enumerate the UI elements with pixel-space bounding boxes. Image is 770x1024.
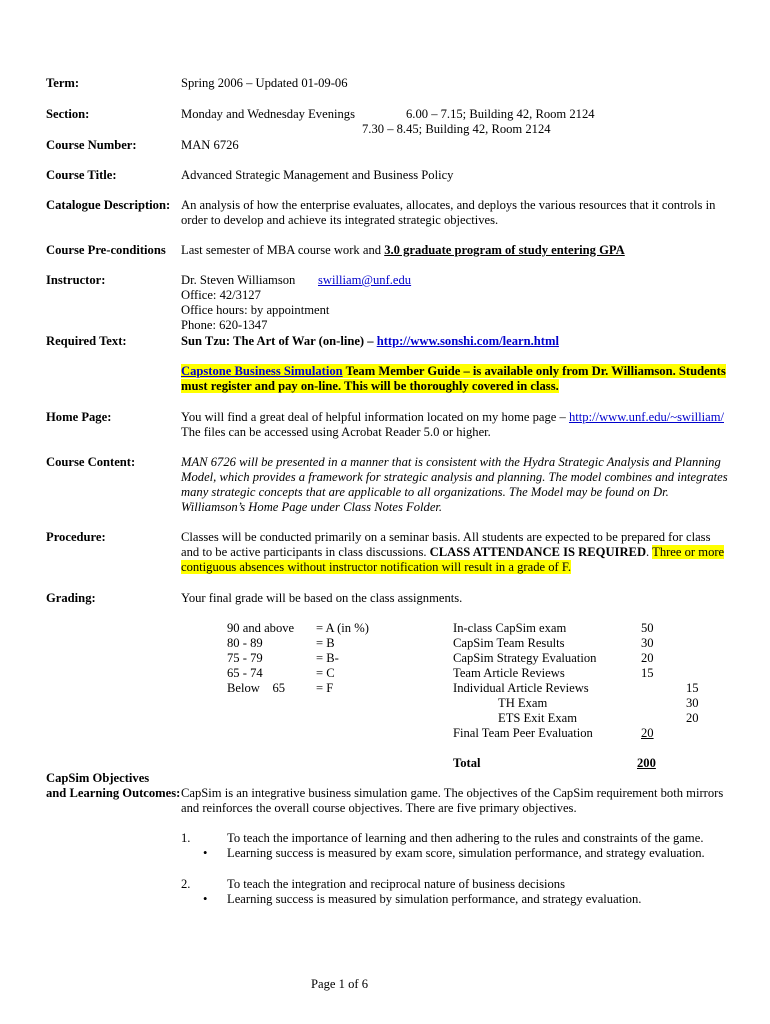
preconditions-gpa: 3.0 graduate program of study entering GPA (384, 243, 625, 257)
grade-item-name: ETS Exit Exam (498, 711, 578, 725)
objective-measure: Learning success is measured by exam score, simulation performance, and strategy evaluation. (227, 846, 705, 860)
scale-range: 65 - 74 (227, 666, 263, 680)
attendance-required: CLASS ATTENDANCE IS REQUIRED (429, 545, 647, 559)
preconditions-label: Course Pre-conditions (46, 243, 166, 257)
home-page-link[interactable]: http://www.unf.edu/~swilliam/ (568, 410, 724, 424)
preconditions-text: Last semester of MBA course work and (181, 243, 385, 257)
section-days: Monday and Wednesday Evenings (181, 107, 355, 121)
scale-range: 75 - 79 (227, 651, 263, 665)
objective-measure: Learning success is measured by simulation performance, and strategy evaluation. (227, 892, 642, 906)
home-page-text: You will find a great deal of helpful information located on my home page – (181, 410, 569, 424)
capstone-text-1: Team Member Guide – is available only from Dr. Williamson. Students (342, 364, 726, 378)
total-label: Total (453, 756, 481, 770)
required-text-value (181, 334, 559, 349)
scale-range: Below 65 (227, 681, 286, 695)
grade-item-name: Team Article Reviews (453, 666, 565, 680)
home-page-line-1 (181, 410, 724, 425)
sonshi-link[interactable]: http://www.sonshi.com/learn.html (376, 334, 559, 348)
procedure-punct: . (646, 545, 653, 559)
scale-grade: = C (316, 666, 335, 680)
required-text-label: Required Text: (46, 334, 127, 348)
grade-item-points: 30 (641, 636, 654, 650)
bullet-icon: • (203, 846, 208, 860)
course-number-label: Course Number: (46, 138, 137, 152)
instructor-hours: Office hours: by appointment (181, 303, 330, 317)
bullet-icon: • (203, 892, 208, 906)
instructor-office: Office: 42/3127 (181, 288, 261, 302)
term-label: Term: (46, 76, 80, 90)
capsim-intro: CapSim is an integrative business simulation game. The objectives of the CapSim requirement both mirrors and reinforces the overall course objectives. There are five primary objectives. (181, 786, 724, 815)
capstone-text-2: must register and pay on-line. This will be thoroughly covered in class. (181, 379, 559, 393)
objective-number: 2. (181, 877, 191, 891)
scale-range: 80 - 89 (227, 636, 263, 650)
instructor-email-link[interactable]: swilliam@unf.edu (318, 273, 412, 287)
scale-grade: = A (in %) (316, 621, 369, 635)
grade-item-name: Final Team Peer Evaluation (453, 726, 593, 740)
course-content-label: Course Content: (46, 455, 136, 469)
term-value: Spring 2006 – Updated 01-09-06 (181, 76, 348, 90)
capsim-label-2: and Learning Outcomes: (46, 786, 181, 800)
objective-text: To teach the importance of learning and then adhering to the rules and constraints of the game. (227, 831, 704, 845)
capstone-link[interactable]: Capstone Business Simulation (181, 364, 343, 378)
grade-item-name: TH Exam (498, 696, 548, 710)
total-value: 200 (637, 756, 656, 770)
grade-item-name: CapSim Team Results (453, 636, 565, 650)
course-number-value: MAN 6726 (181, 138, 239, 152)
capstone-line-2 (181, 379, 559, 394)
catalogue-label: Catalogue Description: (46, 198, 171, 212)
procedure-text (181, 530, 729, 575)
instructor-phone: Phone: 620-1347 (181, 318, 268, 332)
home-page-line-2: The files can be accessed using Acrobat Reader 5.0 or higher. (181, 425, 491, 439)
catalogue-description: An analysis of how the enterprise evaluates, allocates, and deploys the various resources that it controls in order to develop and achieve its integrated strategic objectives. (181, 198, 716, 227)
grade-item-points: 50 (641, 621, 654, 635)
section-time-2: 7.30 – 8.45; Building 42, Room 2124 (362, 122, 551, 136)
objective-number: 1. (181, 831, 191, 845)
absence-warning: Three or more contiguous absences without instructor notification will result in a grade of F. (181, 545, 725, 574)
preconditions-value (181, 243, 625, 258)
grading-label: Grading: (46, 591, 96, 605)
course-content-text: MAN 6726 will be presented in a manner that is consistent with the Hydra Strategic Analysis and Planning Model, which provides a framework for strategic analysis and planning. The model combines and integrates many strategic concepts that are applicable to all organizations. The Model may be found on Dr. Williamson’s Home Page under Class Notes Folder. (181, 455, 728, 514)
grade-item-name: Individual Article Reviews (453, 681, 589, 695)
procedure-intro: Classes will be conducted primarily on a seminar basis. All students are expected to be prepared for class and to be active participants in class discussions. (181, 530, 711, 559)
grade-item-name: CapSim Strategy Evaluation (453, 651, 597, 665)
scale-grade: = B- (316, 651, 339, 665)
scale-grade: = B (316, 636, 335, 650)
objective-text: To teach the integration and reciprocal nature of business decisions (227, 877, 565, 891)
section-time-1: 6.00 – 7.15; Building 42, Room 2124 (406, 107, 595, 121)
scale-grade: = F (316, 681, 334, 695)
grade-item-name: In-class CapSim exam (453, 621, 567, 635)
instructor-label: Instructor: (46, 273, 106, 287)
capsim-label-1: CapSim Objectives (46, 771, 150, 785)
grade-item-points: 20 (686, 711, 699, 725)
course-title-value: Advanced Strategic Management and Business Policy (181, 168, 454, 182)
procedure-label: Procedure: (46, 530, 106, 544)
grade-item-points: 15 (686, 681, 699, 695)
grading-intro: Your final grade will be based on the class assignments. (181, 591, 463, 605)
grade-item-points: 20 (641, 726, 654, 740)
section-label: Section: (46, 107, 90, 121)
required-text-title: Sun Tzu: The Art of War (on-line) – (181, 334, 377, 348)
grade-item-points: 20 (641, 651, 654, 665)
capstone-line-1 (181, 364, 726, 379)
grade-item-points: 15 (641, 666, 654, 680)
page-number: Page 1 of 6 (311, 977, 369, 991)
home-page-label: Home Page: (46, 410, 112, 424)
instructor-name: Dr. Steven Williamson (181, 273, 296, 287)
scale-range: 90 and above (227, 621, 295, 635)
course-title-label: Course Title: (46, 168, 117, 182)
grade-item-points: 30 (686, 696, 699, 710)
